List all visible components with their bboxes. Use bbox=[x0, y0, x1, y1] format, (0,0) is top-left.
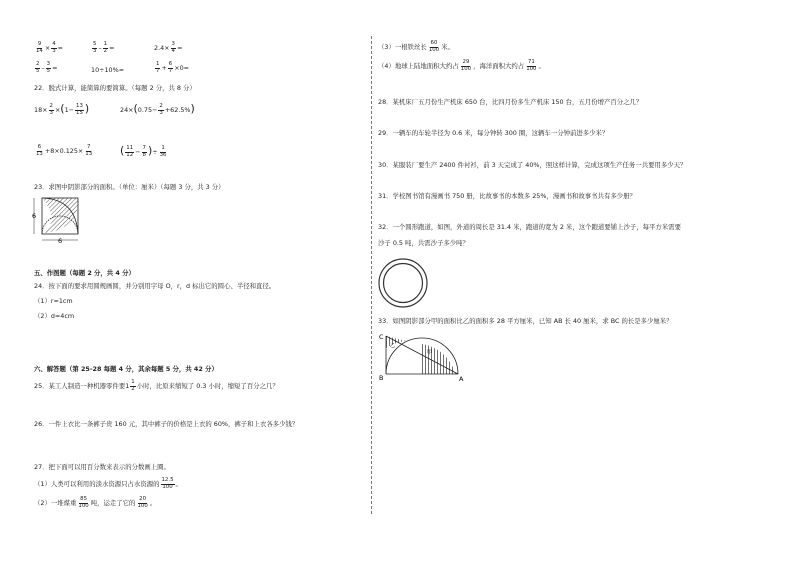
q33-text: 33．如图阴影部分甲的面积比乙的面积多 28 平方厘米，已知 AB 长 40 厘米，求 BC 的长是多少厘米？ bbox=[378, 317, 673, 325]
q23-label-bottom: 6 bbox=[58, 237, 63, 245]
calc-1b: $\frac{5}{3}$ – $\frac{1}{2}$ = bbox=[93, 41, 115, 54]
section-6-title: 六、解答题（第 25-28 每题 4 分，其余每题 5 分，共 42 分） bbox=[34, 365, 218, 373]
q22-expr-b: 24×(0.75− $\frac{2}{3}$ +62.5%) bbox=[120, 102, 195, 116]
q33-label-yi: 乙 bbox=[390, 343, 396, 349]
q27-title: 27．把下面可以用百分数来表示的分数画上圈。 bbox=[34, 463, 170, 471]
q33-label-a: A bbox=[459, 375, 464, 383]
calc-2b: 10÷10%= bbox=[91, 66, 125, 74]
calc-1a: $\frac{9}{14}$ × $\frac{4}{3}$ = bbox=[36, 41, 64, 54]
q25-text: 25．某工人制造一种机器零件要1 $\frac{1}{2}$ 小时，比原来缩短了 0.3 小时，缩短了百分之几？ bbox=[34, 379, 279, 392]
q31-text: 31．学校图书馆有漫画书 750 册，比故事书的本数多 25%，漫画书和故事书共有多少册？ bbox=[378, 192, 636, 200]
q26-text: 26．一件上衣比一条裤子贵 160 元，其中裤子的价格是上衣的 60%，裤子和上衣各多少钱？ bbox=[34, 420, 299, 428]
q24-item-2: （2）d=4cm bbox=[34, 312, 75, 320]
q23-label-side: 6 bbox=[32, 212, 37, 220]
q24-title: 24．按下面的要求用圆规画圆，并分别用字母 O，r，d 标出它的圆心、半径和直径。 bbox=[34, 282, 276, 290]
calc-1c: 2.4× $\frac{3}{4}$ = bbox=[154, 41, 183, 54]
q27-item-4: （4）地球上陆地面积大约占 $\frac{29}{100}$ ，海洋面积大约占 $\frac{71}{100}$ 。 bbox=[378, 59, 545, 72]
q27-item-2: （2）一堆煤重 $\frac{85}{100}$ 吨，运走了它的 $\frac{20}{100}$ 。 bbox=[34, 496, 157, 509]
q33-label-c: C bbox=[379, 333, 384, 341]
q33-region-jia bbox=[422, 344, 456, 374]
q32-inner-circle bbox=[384, 264, 423, 303]
q22-expr-a: 18× $\frac{2}{3}$ ×(1− $\frac{13}{15}$ ) bbox=[34, 102, 90, 116]
q23-figure bbox=[30, 193, 92, 245]
calc-2c: $\frac{1}{7}$ + $\frac{6}{7}$ ×0= bbox=[156, 61, 190, 74]
q28-text: 28．某机床厂五月份生产机床 650 台，比四月份多生产机床 150 台，五月份增产百分之几？ bbox=[378, 98, 643, 106]
q27-item-1: （1）人类可以利用的淡水资源只占水资源的 $\frac{12.5}{100}$ 。 bbox=[34, 477, 182, 490]
q27-item-3: （3）一根铁丝长 $\frac{60}{100}$ 米。 bbox=[378, 40, 454, 53]
q23-shaded-region bbox=[42, 198, 78, 233]
calc-2a: $\frac{2}{5}$ – $\frac{3}{5}$ = bbox=[36, 61, 58, 74]
q22-expr-c: $\frac{6}{13}$ +8×0.125× $\frac{7}{13}$ bbox=[36, 144, 93, 157]
q33-figure bbox=[376, 328, 468, 386]
q32-track-figure bbox=[377, 257, 429, 309]
q29-text: 29．一辆车的车轮半径为 0.6 米，每分钟转 300 圈，这辆车一分钟前进多少米？ bbox=[378, 129, 609, 137]
column-divider bbox=[371, 36, 372, 514]
q22-title: 22．脱式计算，能简算的要简算。（每题 2 分，共 8 分） bbox=[34, 84, 196, 92]
q30-text: 30．某服装厂要生产 2400 件衬衫，前 3 天完成了 40%，照这样计算，完成这项生产任务一共要用多少天？ bbox=[378, 161, 687, 169]
q33-label-jia: 甲 bbox=[427, 350, 433, 356]
q32-line-2: 沙子 0.5 吨，共需沙子多少吨？ bbox=[378, 239, 469, 247]
q24-item-1: （1）r=1cm bbox=[34, 297, 73, 305]
q22-expr-d: ( $\frac{11}{12}$ − $\frac{7}{8}$ )÷ $\frac{1}{36}$ bbox=[120, 144, 167, 158]
q33-label-b: B bbox=[379, 374, 384, 382]
q32-line-1: 32．一个圆形跑道，如图，外道的周长是 31.4 米，跑道的宽为 2 米，这个跑道要铺上沙子，每平方米需要 bbox=[378, 223, 681, 231]
q32-outer-circle bbox=[379, 259, 427, 307]
q23-title: 23．求图中阴影部分的面积。（单位：厘米）（每题 3 分，共 3 分） bbox=[34, 183, 225, 191]
section-5-title: 五、作图题（每题 2 分，共 4 分） bbox=[34, 269, 135, 277]
